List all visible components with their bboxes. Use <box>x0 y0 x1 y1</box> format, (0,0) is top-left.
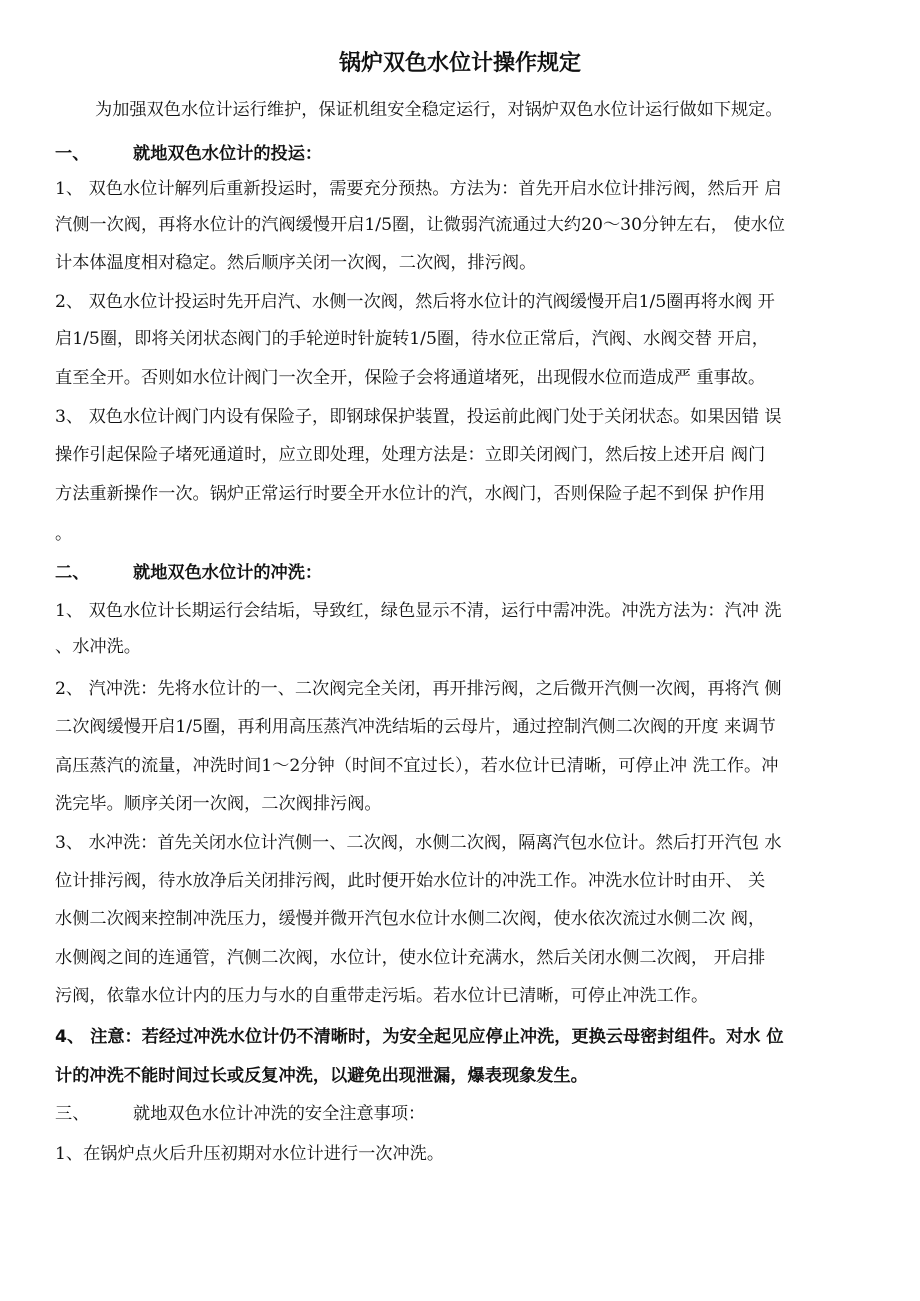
body-line <box>55 212 895 238</box>
line-text: 汽侧一次阀，再将水位计的汽阀缓慢开启1/5圈，让微弱汽流通过大约20〜30分钟左右， 使水位 <box>55 215 785 235</box>
body-line <box>55 404 895 430</box>
line-text: 就地双色水位计冲洗的安全注意事项： <box>133 1104 426 1124</box>
section-number: 一、 <box>55 144 90 164</box>
section-heading <box>55 560 895 586</box>
body-line <box>55 791 895 817</box>
line-text: 启1/5圈，即将关闭状态阀门的手轮逆时针旋转1/5圈，待水位正常后，汽阀、水阀交替 开启， <box>55 329 769 349</box>
body-line <box>55 906 895 932</box>
body-line <box>55 481 895 507</box>
line-text: 就地双色水位计的冲洗： <box>133 563 323 583</box>
line-text: 1、 双色水位计长期运行会结垢，导致红，绿色显示不清，运行中需冲洗。冲洗方法为：汽冲 洗 <box>55 601 782 621</box>
line-text: 二次阀缓慢开启1/5圈，再利用高压蒸汽冲洗结垢的云母片，通过控制汽侧二次阀的开度 来调节 <box>55 717 776 737</box>
body-line <box>55 868 895 894</box>
line-text: 2、 双色水位计投运时先开启汽、水侧一次阀，然后将水位计的汽阀缓慢开启1/5圈再将水阀 开 <box>55 292 775 312</box>
body-line <box>55 1141 895 1167</box>
section-number: 二、 <box>55 563 90 583</box>
body-line <box>55 365 895 391</box>
line-text: 洗完毕。顺序关闭一次阀，二次阀排污阀。 <box>55 794 382 814</box>
section-number: 三、 <box>55 1104 90 1124</box>
line-text: 直至全开。否则如水位计阀门一次全开，保险子会将通道堵死，出现假水位而造成严 重事故。 <box>55 368 766 388</box>
body-line <box>55 983 895 1009</box>
body-line <box>55 442 895 468</box>
body-line <box>55 753 895 779</box>
body-line <box>55 1063 895 1089</box>
line-text: 3、 双色水位计阀门内设有保险子，即钢球保护装置，投运前此阀门处于关闭状态。如果因错 误 <box>55 407 782 427</box>
line-text: 就地双色水位计的投运： <box>133 144 323 164</box>
body-line <box>55 326 895 352</box>
body-line <box>55 598 895 624</box>
line-text: 计本体温度相对稳定。然后顺序关闭一次阀，二次阀，排污阀。 <box>55 253 537 273</box>
line-text: 1、在锅炉点火后升压初期对水位计进行一次冲洗。 <box>55 1144 445 1164</box>
body-line <box>55 634 895 660</box>
body-line <box>55 250 895 276</box>
body-line <box>55 1024 895 1050</box>
section-heading <box>55 1101 895 1127</box>
body-line <box>55 714 895 740</box>
line-text: 水侧阀之间的连通管，汽侧二次阀，水位计，使水位计充满水，然后关闭水侧二次阀， 开启排 <box>55 948 766 968</box>
body-line <box>55 676 895 702</box>
line-text: 4、 注意：若经过冲洗水位计仍不清晰时，为安全起见应停止冲洗，更换云母密封组件。对水 位 <box>55 1027 784 1047</box>
body-line <box>55 521 895 547</box>
body-line <box>55 289 895 315</box>
line-text: 方法重新操作一次。锅炉正常运行时要全开水位计的汽，水阀门，否则保险子起不到保 护作用 <box>55 484 766 504</box>
body-line <box>55 176 895 202</box>
line-text: 计的冲洗不能时间过长或反复冲洗，以避免出现泄漏，爆表现象发生。 <box>55 1066 588 1086</box>
line-text: 操作引起保险子堵死通道时，应立即处理，处理方法是：立即关闭阀门，然后按上述开启 阀门 <box>55 445 766 465</box>
intro-paragraph: 为加强双色水位计运行维护，保证机组安全稳定运行，对锅炉双色水位计运行做如下规定。 <box>95 100 783 120</box>
body-line <box>55 945 895 971</box>
section-heading <box>55 141 895 167</box>
document-title: 锅炉双色水位计操作规定 <box>338 51 581 76</box>
body-line <box>55 830 895 856</box>
line-text: 。 <box>55 524 73 544</box>
line-text: 污阀，依靠水位计内的压力与水的自重带走污垢。若水位计已清晰，可停止冲洗工作。 <box>55 986 709 1006</box>
line-text: 高压蒸汽的流量，冲洗时间1〜2分钟（时间不宜过长），若水位计已清晰，可停止冲 洗工作。冲 <box>55 756 779 776</box>
line-text: 位计排污阀，待水放净后关闭排污阀，此时便开始水位计的冲洗工作。冲洗水位计时由开、 关 <box>55 871 766 891</box>
line-text: 2、 汽冲洗：先将水位计的一、二次阀完全关闭，再开排污阀，之后微开汽侧一次阀，再将汽 侧 <box>55 679 782 699</box>
line-text: 3、 水冲洗：首先关闭水位计汽侧一、二次阀，水侧二次阀，隔离汽包水位计。然后打开汽包 水 <box>55 833 782 853</box>
line-text: 水侧二次阀来控制冲洗压力，缓慢并微开汽包水位计水侧二次阀，使水依次流过水侧二次 阀， <box>55 909 766 929</box>
line-text: 、水冲洗。 <box>55 637 141 657</box>
line-text: 1、 双色水位计解列后重新投运时，需要充分预热。方法为：首先开启水位计排污阀，然后开 启 <box>55 179 782 199</box>
